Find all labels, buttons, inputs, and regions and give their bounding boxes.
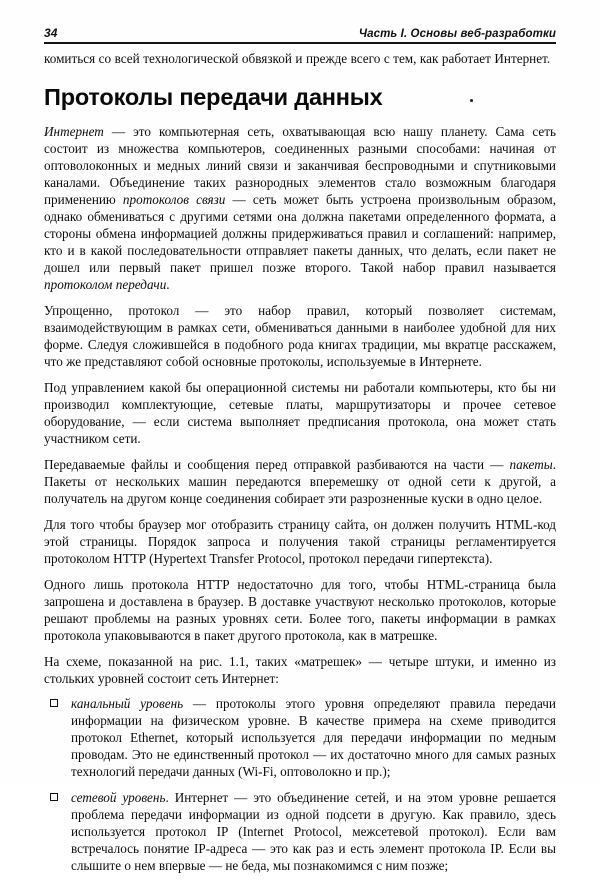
paragraph-continued-text: комиться со всей технологической обвязкой и прежде всего с тем, как работает Интернет. [44,51,551,66]
list-item-text: . Интернет — это объединение сетей, и на этом уровне решается проблема передачи информации из одной подсети в другую. Как правило, здесь используется протокол IP (Internet Protocol, межсетевой протокол). Если вам встречалось понятие IP-адреса — это как раз и есть элемент протокола IP. Если вы слышите о нем впервые — не беда, мы познакомимся с ним позже; [71,790,556,873]
paragraph-7-text: На схеме, показанной на рис. 1.1, таких «матрешек» — четыре штуки, и именно из стольких уровней состоит сеть Интернет: [44,654,556,686]
paragraph-7 [44,653,556,687]
paragraph-6 [44,576,556,644]
running-head [44,22,556,40]
paragraph-1-end: . [166,277,170,292]
term-internet: Интернет [44,124,104,139]
paragraph-2 [44,302,556,370]
square-bullet-icon [50,793,58,801]
paragraph-continued [44,50,556,67]
list-item-term: сетевой уровень [71,790,166,805]
paragraph-1-part-2: — сеть может быть устроена произвольным образом, однако обмениваться с другими сетями она должна пакетами определенного формата, а стороны обмена информацией должны придерживаться правил и соглашений: например, кто и в какой последовательности отправляет пакеты данных, что делать, если пакет не дошел или первый пакет пришел позже второго. Такой набор правил называется [44,192,556,275]
list-item-text: — протоколы этого уровня определяют правила передачи информации на физическом уровне. В качестве примера на схеме приводится протокол Ethernet, который используется для передачи информации по медным проводам. Это не единственный протокол — их достаточно много для самых разных технологий передачи данных (Wi-Fi, оптоволокно и пр.); [71,696,556,779]
paragraph-1-part-1: — это компьютерная сеть, охватывающая всю нашу планету. Сама сеть состоит из множества компьютеров, соединенных разными способами: начиная от оптоволоконных и медных линий связи и заканчивая беспроводными и спутниковыми каналами. Объединение таких разнородных элементов стало возможным благодаря применению [44,124,556,207]
square-bullet-icon [50,699,58,707]
header-rule [44,42,556,44]
term-pakety: пакеты [509,457,553,472]
paragraph-4 [44,456,556,507]
running-head-title: Часть I. Основы веб-разработки [358,28,556,40]
list-item [44,789,556,874]
text-column [44,50,556,883]
term-protokoly-svyazi: протоколов связи [122,192,226,207]
paragraph-6-text: Одного лишь протокола HTTP недостаточно для того, чтобы HTML-страница была запрошена и доставлена в браузер. В доставке участвуют несколько протоколов, которые решают проблемы на разных уровнях сети. Более того, пакеты информации в рамках протокола упаковываются в пакет другого протокола, как в матрешке. [44,577,556,643]
paragraph-5-text: Для того чтобы браузер мог отобразить страницу сайта, он должен получить HTML-код этой страницы. Порядок запроса и получения такой страницы регламентируется протоколом HTTP (Hypertext Transfer Protocol, протокол передачи гипертекста). [44,517,556,566]
list-item [44,695,556,780]
list-item-term: канальный уровень [71,696,184,711]
paragraph-2-text: Упрощенно, протокол — это набор правил, который позволяет системам, взаимодействующим в рамках сети, обмениваться данными в наиболее удобной для них форме. Следуя сложившейся в подобного рода книгах традиции, мы вкратце расскажем, что же представляют собой основные протоколы, используемые в Интернете. [44,303,556,369]
page-number: 34 [44,26,58,40]
paragraph-4-part-1: Передаваемые файлы и сообщения перед отправкой разбиваются на части — [44,457,510,472]
paragraph-3-text: Под управлением какой бы операционной системы ни работали компьютеры, кто бы ни производил комплектующие, сетевые платы, маршрутизаторы и прочее сетевое оборудование, — если система выполняет предписания протокола, она может стать участником сети. [44,380,556,446]
section-heading: Протоколы передачи данных [44,84,383,110]
paragraph-1 [44,123,556,293]
network-levels-list [44,695,556,874]
paragraph-3 [44,379,556,447]
paragraph-5 [44,516,556,567]
term-protokol-peredachi: протоколом передачи [44,277,167,292]
paragraph-4-part-2: . Пакеты от нескольких машин передаются вперемешку от одной сети к другой, а получатель на другом конце соединения собирает эти разрозненные куски в одно целое. [44,457,556,506]
